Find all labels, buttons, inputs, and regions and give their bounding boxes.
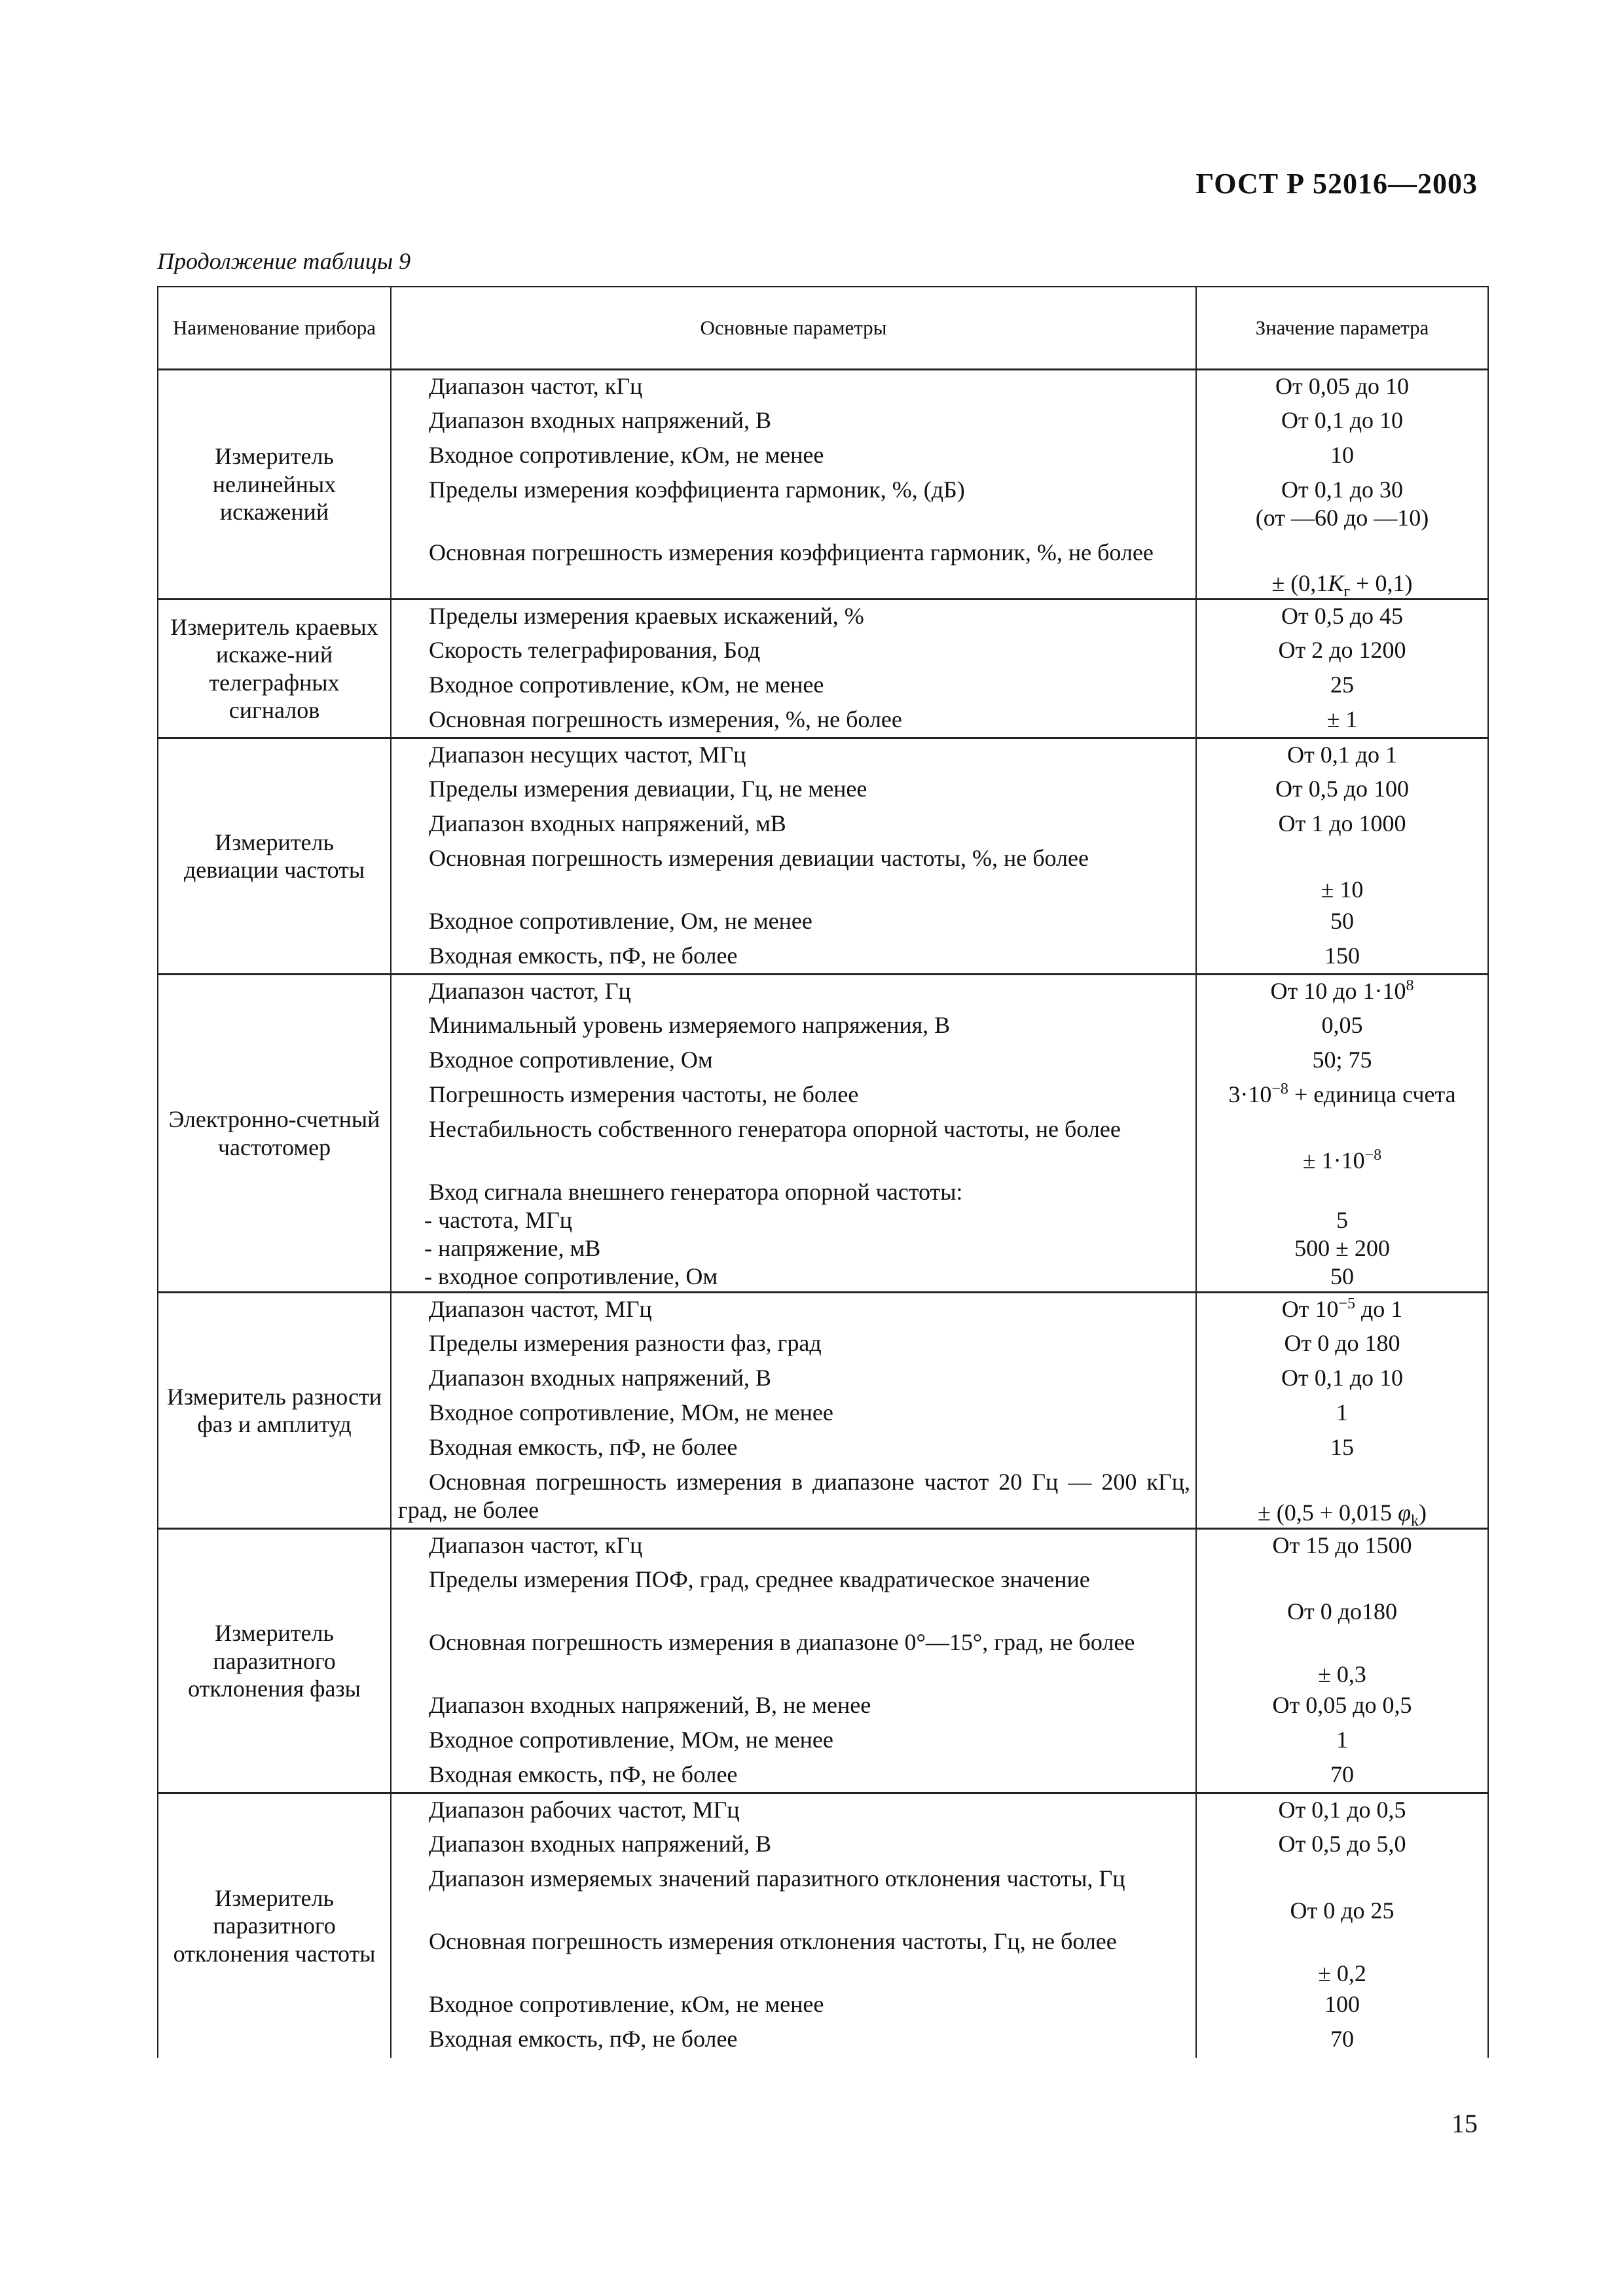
document-code: ГОСТ Р 52016—2003: [1195, 168, 1478, 200]
value-cell: [1196, 1759, 1488, 1793]
value-cell: [1196, 1863, 1488, 1926]
parameter-value: [1287, 1598, 1397, 1624]
value-cell: [1196, 738, 1488, 773]
parameter-value: [1330, 908, 1354, 934]
table-row: [158, 1793, 1488, 1828]
parameter-text: Нестабильность собственного генератора опорной частоты, не более: [429, 1115, 1121, 1142]
value-cell: [1196, 842, 1488, 905]
parameter-value: [1275, 776, 1409, 802]
value-cell: [1196, 975, 1488, 1009]
value-cell: [1196, 2023, 1488, 2058]
parameter-cell: [391, 1431, 1196, 1466]
value-value: От 0 до180: [1286, 1598, 1398, 1624]
table-body: [158, 370, 1488, 2058]
parameter-value: [1278, 810, 1406, 836]
parameter-text: Диапазон несущих частот, МГц: [429, 742, 746, 768]
value-value: ± (0,1: [1271, 569, 1328, 596]
column-header-value: Значение параметра: [1196, 287, 1488, 370]
parameter-cell: [391, 1564, 1196, 1626]
parameter-value: [1318, 1661, 1366, 1687]
parameter-text: Пределы измерения девиации, Гц, не менее: [429, 775, 867, 802]
value-value-tail: + 0,1): [1350, 569, 1413, 596]
parameter-text: Пределы измерения краевых искажений, %: [429, 603, 864, 629]
parameter-value: [1278, 1797, 1406, 1823]
value-value: 50; 75: [1312, 1046, 1372, 1073]
table-row: [158, 1529, 1488, 1564]
value-value: ± 0,3: [1318, 1660, 1366, 1687]
parameter-cell: [391, 773, 1196, 808]
value-cell: [1196, 1828, 1488, 1863]
table-row: [158, 370, 1488, 404]
parameter-text: Входное сопротивление, Ом: [429, 1046, 713, 1073]
value-value-sym: φ: [1398, 1499, 1411, 1526]
parameter-value: [1324, 942, 1360, 969]
value-value-tail: ): [1418, 1499, 1427, 1526]
value-cell: [1196, 773, 1488, 808]
device-name-cell: Измеритель краевых искаже-ний телеграфных сигналов: [158, 600, 391, 738]
parameter-cell: [391, 1759, 1196, 1793]
parameter-cell: [391, 1293, 1196, 1327]
parameter-cell: [391, 905, 1196, 940]
value-value-sup: −5: [1338, 1295, 1355, 1313]
parameter-cell: [391, 704, 1196, 738]
value-cell: [1196, 704, 1488, 738]
device-name-cell: Электронно-счетный частотомер: [158, 975, 391, 1293]
parameter-value: [1324, 1991, 1360, 2017]
value-cell: [1196, 1431, 1488, 1466]
parameter-cell: [391, 474, 1196, 537]
parameter-value: [1281, 603, 1403, 629]
value-value: 25: [1330, 671, 1354, 698]
value-value: 0,05: [1321, 1011, 1363, 1038]
value-cell: [1196, 1724, 1488, 1759]
subitem-value: 50: [1330, 1263, 1354, 1289]
parameter-cell: [391, 1327, 1196, 1362]
parameter-text: Погрешность измерения частоты, не более: [429, 1081, 859, 1107]
parameter-text: Входное сопротивление, кОм, не менее: [429, 1990, 824, 2017]
value-value: От 0,05 до 0,5: [1272, 1691, 1412, 1718]
value-cell: [1196, 404, 1488, 439]
value-value: 50: [1330, 907, 1354, 934]
parameter-text: Входное сопротивление, Ом, не менее: [429, 907, 812, 934]
parameter-text: Диапазон входных напряжений, В: [429, 1830, 771, 1857]
parameter-text: Основная погрешность измерения, %, не более: [429, 706, 902, 732]
parameter-value: [1278, 1831, 1406, 1857]
parameter-cell: [391, 808, 1196, 842]
parameter-text: Основная погрешность измерения девиации частоты, %, не более: [429, 844, 1089, 871]
parameter-text: Входное сопротивление, кОм, не менее: [429, 671, 824, 698]
value-value: ± 0,2: [1318, 1960, 1366, 1986]
parameter-value: [1336, 1727, 1348, 1753]
value-value-sym: K: [1328, 569, 1344, 596]
value-value: От 0,1 до 0,5: [1278, 1797, 1406, 1823]
value-value: От 2 до 1200: [1278, 636, 1406, 663]
parameter-value: [1312, 1047, 1372, 1073]
device-name-cell: Измеритель нелинейных искажений: [158, 370, 391, 600]
parameter-cell: [391, 1926, 1196, 1988]
value-value: От 10 до 1·10: [1270, 978, 1406, 1004]
value-cell: [1196, 634, 1488, 669]
parameter-cell: [391, 1793, 1196, 1828]
parameter-cell: [391, 1397, 1196, 1431]
table-row: [158, 1293, 1488, 1327]
table-row: [158, 738, 1488, 773]
value-cell: [1196, 1293, 1488, 1327]
value-value-sup: 8: [1406, 977, 1414, 994]
parameter-cell: [391, 842, 1196, 905]
parameter-cell: [391, 940, 1196, 975]
parameter-text: Диапазон входных напряжений, В: [429, 406, 771, 433]
value-value: От 0,5 до 45: [1281, 603, 1404, 629]
parameter-value: [1318, 1960, 1366, 1986]
value-value: От 0,1 до 1: [1286, 742, 1398, 768]
parameter-value: [1327, 706, 1358, 732]
parameter-text: Входная емкость, пФ, не более: [429, 1433, 738, 1460]
parameter-value: [1330, 1761, 1354, 1787]
value-value-sup: −8: [1364, 1147, 1382, 1164]
parameter-cell: [391, 600, 1196, 634]
value-value-tail: + единица счета: [1288, 1081, 1456, 1107]
parameter-text: Минимальный уровень измеряемого напряжения, В: [429, 1011, 951, 1038]
parameter-value: [1272, 1692, 1412, 1718]
parameter-cell: [391, 1626, 1196, 1689]
parameter-text: Основная погрешность измерения в диапазоне 0°—15°, град, не более: [429, 1628, 1135, 1655]
parameter-cell: [391, 1689, 1196, 1724]
parameter-value: [1278, 637, 1406, 663]
value-cell: [1196, 1327, 1488, 1362]
parameter-cell: [391, 1079, 1196, 1113]
parameter-text: Входная емкость, пФ, не более: [429, 2025, 738, 2052]
parameter-text: Диапазон частот, МГц: [429, 1296, 652, 1323]
value-value: От 10: [1281, 1296, 1339, 1323]
value-cell: [1196, 1988, 1488, 2023]
parameter-value: [1281, 407, 1403, 433]
parameter-value: [1330, 1434, 1354, 1460]
value-cell: [1196, 1113, 1488, 1176]
value-cell: [1196, 669, 1488, 704]
value-value-sub: г: [1343, 583, 1351, 600]
value-value: От 0,1 до 10: [1281, 406, 1404, 433]
column-header-device-name: Наименование прибора: [158, 287, 391, 370]
parameter-value: [1271, 569, 1413, 600]
parameter-cell: [391, 2023, 1196, 2058]
parameter-text: Вход сигнала внешнего генератора опорной частоты:: [429, 1178, 963, 1205]
parameter-text: Диапазон входных напряжений, В, не менее: [429, 1691, 871, 1718]
parameter-cell: [391, 439, 1196, 474]
subitem-value: 5: [1336, 1206, 1348, 1233]
parameter-cell: [391, 1009, 1196, 1044]
parameter-cell: [391, 537, 1196, 600]
table-caption: Продолжение таблицы 9: [157, 248, 411, 274]
parameter-value: [1272, 1532, 1412, 1558]
parameter-value: [1275, 373, 1409, 399]
column-header-parameters: Основные параметры: [391, 287, 1196, 370]
value-cell: [1196, 1009, 1488, 1044]
value-cell: [1196, 1626, 1488, 1689]
device-name-cell: Измеритель разности фаз и амплитуд: [158, 1293, 391, 1529]
parameter-cell: [391, 669, 1196, 704]
parameter-value-secondary: (от —60 до —10): [1255, 504, 1429, 531]
value-cell: [1196, 1689, 1488, 1724]
parameter-cell: [391, 1863, 1196, 1926]
parameter-cell: [391, 1828, 1196, 1863]
parameter-value: [1330, 442, 1354, 468]
device-name-cell: Измеритель паразитного отклонения фазы: [158, 1529, 391, 1793]
value-value-sup: −8: [1271, 1080, 1288, 1098]
parameter-subitem: - частота, МГц: [424, 1206, 573, 1233]
subitem-value: 500 ± 200: [1294, 1234, 1390, 1261]
value-cell: [1196, 1044, 1488, 1079]
value-value: От 15 до 1500: [1272, 1532, 1412, 1559]
device-name-cell: Измеритель девиации частоты: [158, 738, 391, 975]
value-cell: [1196, 905, 1488, 940]
parameter-text: Диапазон частот, кГц: [429, 1532, 643, 1559]
parameter-value: [1228, 1081, 1455, 1107]
value-value: 150: [1324, 942, 1360, 969]
parameter-text: Основная погрешность измерения отклонения частоты, Гц, не более: [429, 1928, 1117, 1954]
value-cell: [1196, 537, 1488, 600]
value-cell: [1196, 1564, 1488, 1626]
parameter-text: Основная погрешность измерения в диапазоне частот 20 Гц — 200 кГц, град, не более: [398, 1468, 1190, 1523]
parameter-cell: [391, 1113, 1196, 1176]
parameter-value: [1330, 672, 1354, 698]
parameter-value: [1282, 1296, 1403, 1322]
parameter-cell: [391, 1529, 1196, 1564]
value-cell: [1196, 940, 1488, 975]
parameter-text: Пределы измерения коэффициента гармоник, %, (дБ): [429, 476, 965, 503]
parameter-value: [1270, 978, 1413, 1004]
parameter-value: [1321, 876, 1364, 903]
device-name-cell: Измеритель паразитного отклонения частоты: [158, 1793, 391, 2058]
parameter-cell: [391, 1362, 1196, 1397]
parameter-cell: [391, 1044, 1196, 1079]
parameter-text: Диапазон рабочих частот, МГц: [429, 1797, 740, 1823]
value-value: От 0 до 25: [1290, 1897, 1395, 1924]
value-cell: [1196, 1529, 1488, 1564]
parameter-value: [1258, 1499, 1427, 1530]
parameter-text: Входная емкость, пФ, не более: [429, 942, 738, 969]
parameter-text: Пределы измерения разности фаз, град: [429, 1329, 822, 1356]
value-value: ± 1: [1326, 706, 1358, 732]
parameter-value: [1330, 2026, 1354, 2052]
parameters-table: [157, 286, 1489, 2058]
value-value: 70: [1330, 1761, 1354, 1787]
value-value: От 0,1 до 10: [1281, 1364, 1404, 1391]
value-value: 15: [1330, 1433, 1354, 1460]
parameter-cell: [391, 1724, 1196, 1759]
parameter-text: Диапазон входных напряжений, В: [429, 1364, 771, 1391]
parameter-cell: [391, 975, 1196, 1009]
parameter-value: [1303, 1147, 1381, 1174]
parameter-cell: [391, 1988, 1196, 2023]
parameter-text: Скорость телеграфирования, Бод: [429, 636, 761, 663]
parameter-value: [1281, 1365, 1403, 1391]
parameter-value: [1322, 1012, 1363, 1038]
value-value: От 0,5 до 100: [1275, 775, 1410, 802]
value-value: 1: [1336, 1726, 1348, 1753]
value-value-sub: k: [1410, 1513, 1419, 1530]
parameter-value: [1281, 476, 1403, 503]
value-cell: [1196, 1176, 1488, 1293]
parameter-cell: [391, 1176, 1196, 1293]
value-cell: [1196, 439, 1488, 474]
value-cell: [1196, 1079, 1488, 1113]
value-value: ± 10: [1321, 876, 1364, 903]
value-value: От 1 до 1000: [1278, 810, 1406, 836]
parameter-value: [1284, 1330, 1400, 1356]
value-value: От 0,05 до 10: [1275, 373, 1410, 399]
table-row: [158, 600, 1488, 634]
value-value: ± (0,5 + 0,015: [1258, 1499, 1398, 1526]
parameter-text: Пределы измерения ПОФ, град, среднее квадратическое значение: [429, 1566, 1090, 1592]
parameter-value: [1336, 1399, 1348, 1426]
parameter-cell: [391, 634, 1196, 669]
parameter-text: Входное сопротивление, кОм, не менее: [429, 441, 824, 468]
parameter-cell: [391, 370, 1196, 404]
parameter-text: Диапазон измеряемых значений паразитного отклонения частоты, Гц: [429, 1865, 1125, 1892]
parameter-cell: [391, 1466, 1196, 1529]
page-number: 15: [1451, 2109, 1478, 2138]
parameter-text: Диапазон входных напряжений, мВ: [429, 810, 786, 836]
parameter-text: Диапазон частот, Гц: [429, 978, 631, 1004]
value-cell: [1196, 808, 1488, 842]
parameter-cell: [391, 738, 1196, 773]
value-value: ± 1·10: [1302, 1147, 1365, 1174]
value-value: От 0,5 до 5,0: [1278, 1830, 1406, 1857]
parameter-cell: [391, 404, 1196, 439]
value-cell: [1196, 600, 1488, 634]
parameter-text: Диапазон частот, кГц: [429, 373, 643, 399]
value-cell: [1196, 1793, 1488, 1828]
value-value: 70: [1330, 2025, 1354, 2052]
parameter-text: Входное сопротивление, МОм, не менее: [429, 1726, 833, 1753]
value-cell: [1196, 1466, 1488, 1529]
table-header-row: [158, 287, 1488, 370]
parameter-text: Входное сопротивление, МОм, не менее: [429, 1399, 833, 1426]
value-value: 10: [1330, 441, 1354, 468]
value-cell: [1196, 1926, 1488, 1988]
value-value: От 0,1 до 30: [1281, 476, 1404, 503]
value-cell: [1196, 1362, 1488, 1397]
parameter-text: Входная емкость, пФ, не более: [429, 1761, 738, 1787]
parameter-text: Основная погрешность измерения коэффициента гармоник, %, не более: [429, 539, 1154, 565]
value-cell: [1196, 1397, 1488, 1431]
value-value-tail: до 1: [1355, 1296, 1403, 1323]
parameter-subitem: - напряжение, мВ: [424, 1234, 601, 1261]
value-value: 100: [1324, 1990, 1360, 2017]
value-value: От 0 до 180: [1284, 1329, 1400, 1356]
value-value: 3·10: [1228, 1081, 1272, 1107]
value-cell: [1196, 474, 1488, 537]
parameter-value: [1290, 1897, 1394, 1924]
table-row: [158, 975, 1488, 1009]
value-value: 1: [1336, 1399, 1348, 1426]
parameter-value: [1287, 742, 1397, 768]
parameter-subitem: - входное сопротивление, Ом: [424, 1263, 718, 1290]
value-cell: [1196, 370, 1488, 404]
